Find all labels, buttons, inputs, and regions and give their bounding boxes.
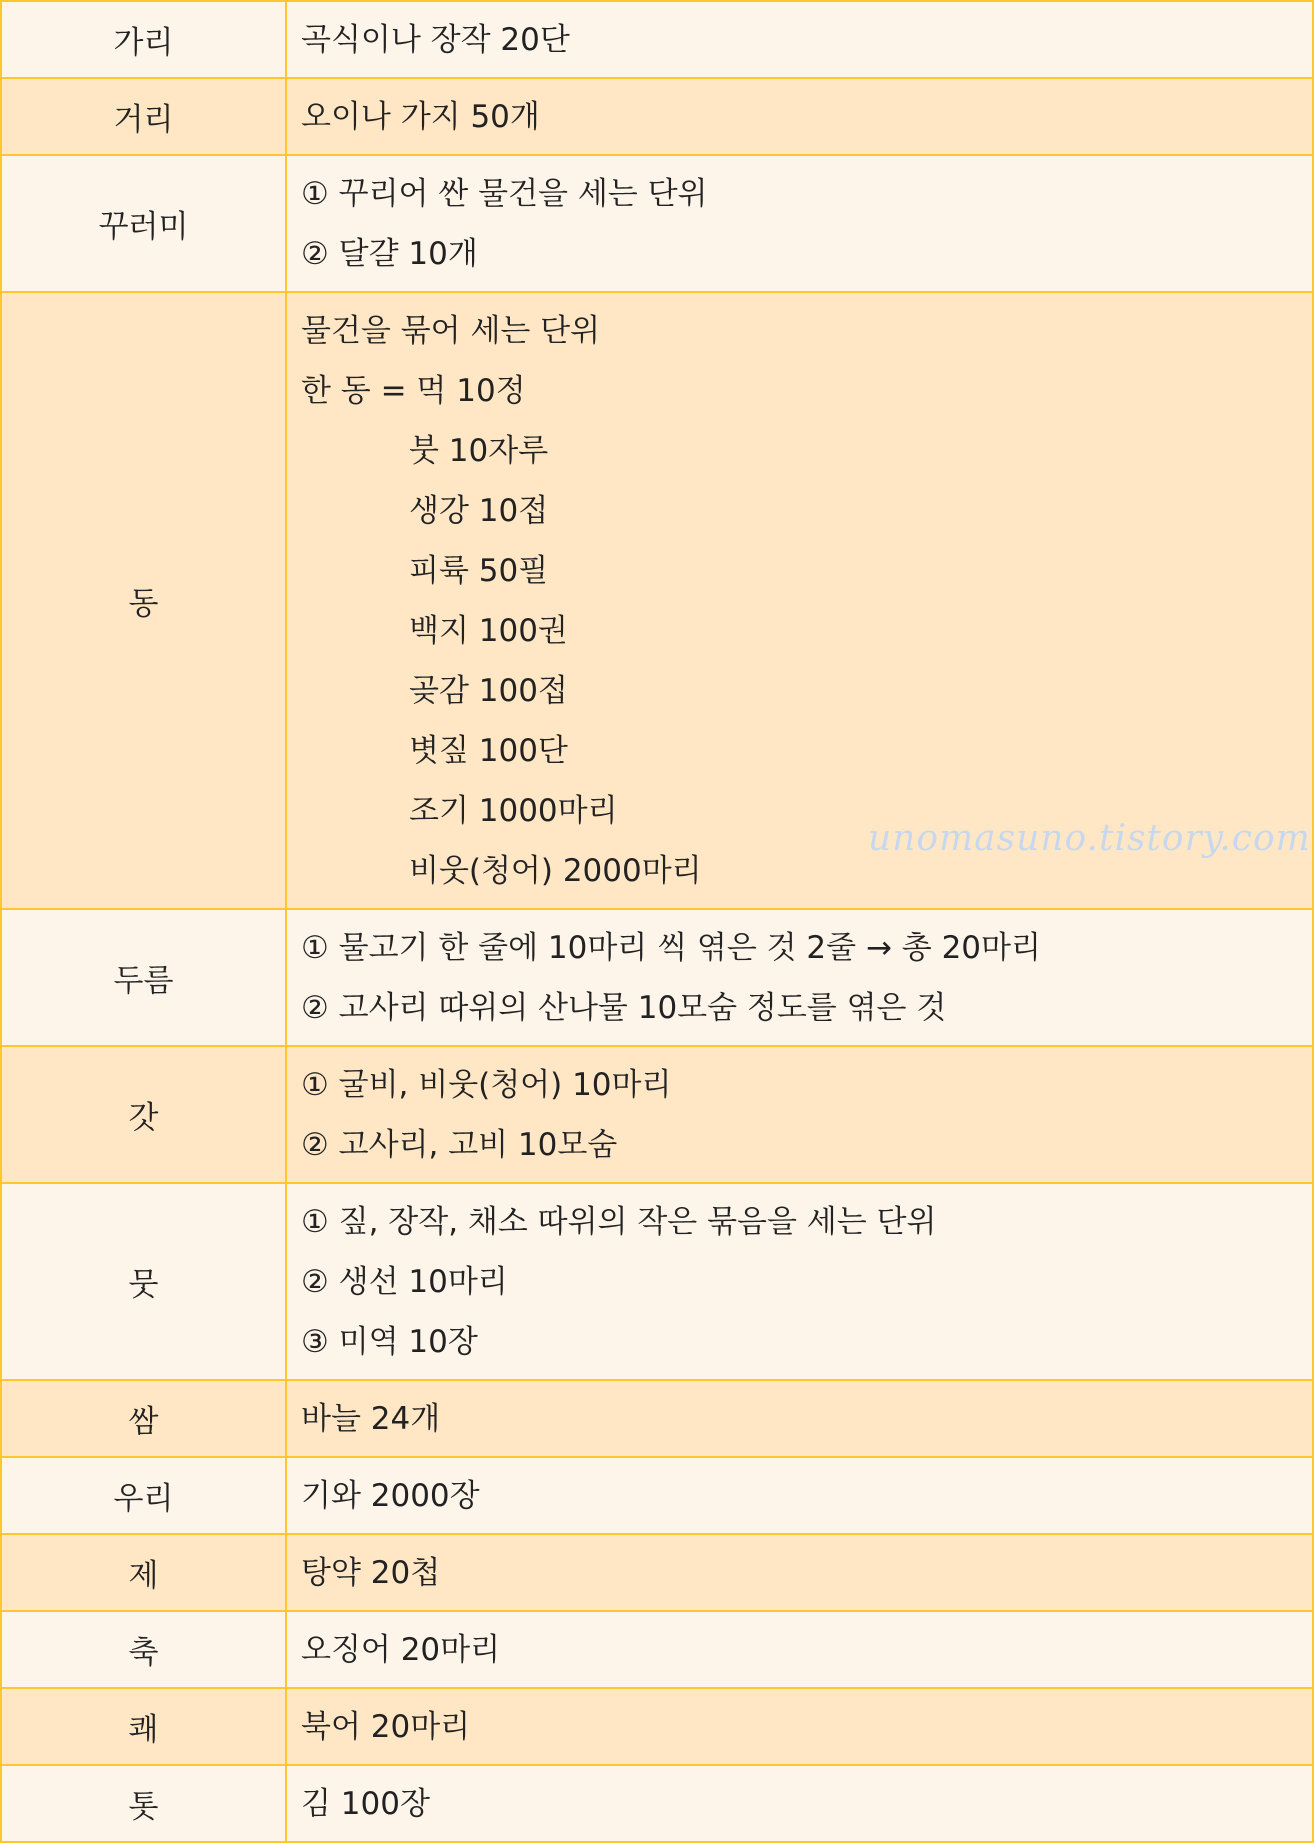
definition-line: 김 100장 — [301, 1786, 430, 1822]
table-row — [1, 78, 1313, 155]
definition-line: 탕약 20첩 — [301, 1555, 441, 1591]
unit-definition — [286, 155, 1313, 292]
unit-term: 제 — [1, 1534, 286, 1611]
unit-definition — [286, 1046, 1313, 1183]
definition-line: 비웃(청어) 2000마리 — [409, 853, 702, 889]
unit-definition — [286, 1765, 1313, 1842]
definition-line: ③ 미역 10장 — [301, 1324, 478, 1360]
definition-line: 붓 10자루 — [409, 433, 549, 469]
unit-term: 두름 — [1, 909, 286, 1046]
definition-line: 볏짚 100단 — [409, 733, 568, 769]
unit-definition — [286, 1380, 1313, 1457]
watermark: unomasuno.tistory.com — [868, 818, 1311, 859]
table-row — [1, 1, 1313, 78]
table-row — [1, 292, 1313, 909]
definition-line: 피륙 50필 — [409, 553, 549, 589]
unit-term: 쾌 — [1, 1688, 286, 1765]
definition-line: ① 굴비, 비웃(청어) 10마리 — [301, 1067, 672, 1103]
definition-line: ① 꾸리어 싼 물건을 세는 단위 — [301, 176, 708, 212]
unit-term: 동 — [1, 292, 286, 909]
unit-definition — [286, 909, 1313, 1046]
unit-definition — [286, 292, 1313, 909]
unit-term: 톳 — [1, 1765, 286, 1842]
unit-definition — [286, 1688, 1313, 1765]
unit-definition — [286, 1457, 1313, 1534]
unit-term: 축 — [1, 1611, 286, 1688]
unit-term: 갓 — [1, 1046, 286, 1183]
table-row — [1, 1765, 1313, 1842]
definition-line: ② 달걀 10개 — [301, 236, 478, 272]
definition-line: ① 짚, 장작, 채소 따위의 작은 묶음을 세는 단위 — [301, 1204, 937, 1240]
unit-definition — [286, 1534, 1313, 1611]
definition-line: 기와 2000장 — [301, 1478, 480, 1514]
definition-line: ② 고사리, 고비 10모숨 — [301, 1127, 618, 1163]
definition-line: 오징어 20마리 — [301, 1632, 501, 1668]
definition-line: 백지 100권 — [409, 613, 568, 649]
table-row — [1, 1611, 1313, 1688]
table-row — [1, 1183, 1313, 1380]
table-row — [1, 1688, 1313, 1765]
table-row — [1, 1046, 1313, 1183]
definition-line: 곶감 100접 — [409, 673, 568, 709]
unit-definition — [286, 1183, 1313, 1380]
definition-line: ② 생선 10마리 — [301, 1264, 508, 1300]
definition-line: 물건을 묶어 세는 단위 — [301, 313, 601, 349]
unit-table-body — [1, 1, 1313, 1842]
unit-term: 거리 — [1, 78, 286, 155]
definition-line: 곡식이나 장작 20단 — [301, 22, 570, 58]
definition-line: 생강 10접 — [409, 493, 549, 529]
unit-definition — [286, 78, 1313, 155]
definition-line: 북어 20마리 — [301, 1709, 471, 1745]
table-row — [1, 155, 1313, 292]
unit-definition — [286, 1, 1313, 78]
unit-definition — [286, 1611, 1313, 1688]
definition-line: ② 고사리 따위의 산나물 10모숨 정도를 엮은 것 — [301, 990, 947, 1026]
unit-term: 우리 — [1, 1457, 286, 1534]
table-row — [1, 1380, 1313, 1457]
definition-line: 바늘 24개 — [301, 1401, 441, 1437]
table-row — [1, 909, 1313, 1046]
unit-term: 뭇 — [1, 1183, 286, 1380]
definition-line: 오이나 가지 50개 — [301, 99, 540, 135]
table-row — [1, 1457, 1313, 1534]
unit-term: 꾸러미 — [1, 155, 286, 292]
table-row — [1, 1534, 1313, 1611]
definition-line: 한 동 = 먹 10정 — [301, 373, 526, 409]
unit-term: 쌈 — [1, 1380, 286, 1457]
unit-term: 가리 — [1, 1, 286, 78]
definition-line: 조기 1000마리 — [409, 793, 618, 829]
definition-line: ① 물고기 한 줄에 10마리 씩 엮은 것 2줄 → 총 20마리 — [301, 930, 1041, 966]
